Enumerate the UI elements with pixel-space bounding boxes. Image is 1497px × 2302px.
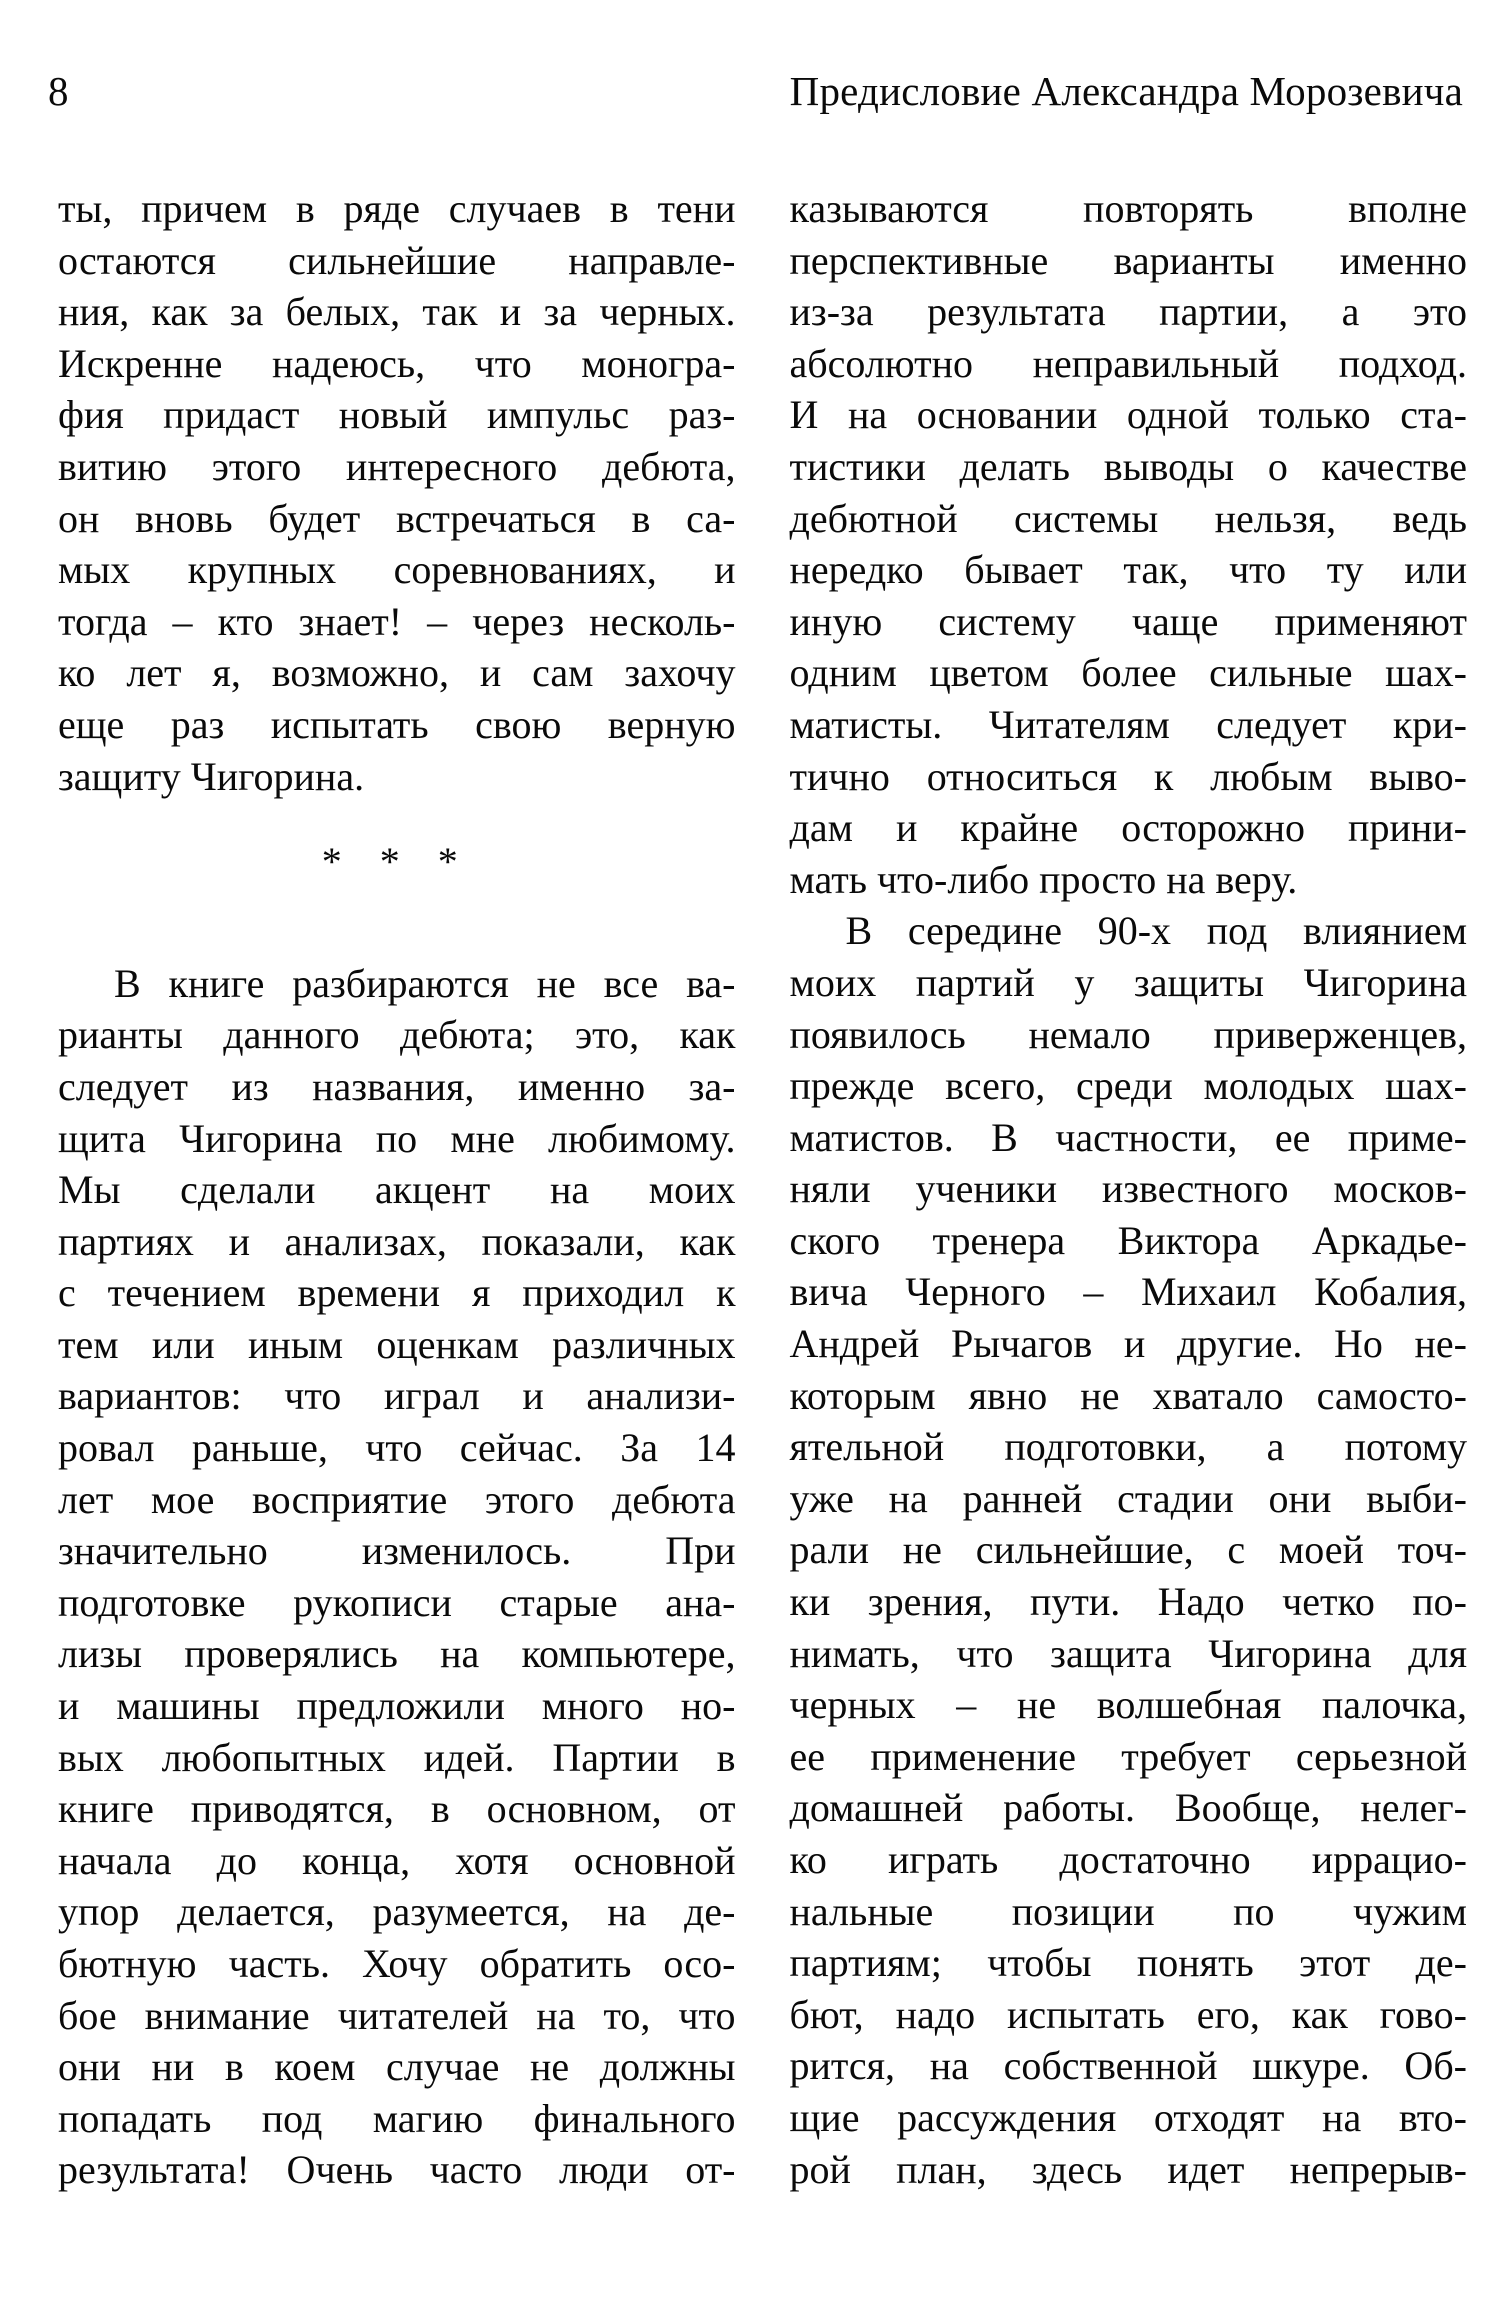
paragraph: [790, 183, 1468, 905]
text-line: нальные позиции по чужим: [789, 1888, 1467, 1934]
text-line: казываются повторять вполне: [789, 186, 1467, 231]
text-line: партиях и анализах, показали, как: [58, 1218, 736, 1264]
text-line: иную систему чаще применяют: [789, 598, 1467, 644]
text-line: вича Черного – Михаил Кобалия,: [789, 1269, 1467, 1315]
text-line: рится, на собственной шкуре. Об-: [789, 2043, 1467, 2089]
page-number: 8: [48, 68, 69, 114]
text-line: ния, как за белых, так и за черных.: [58, 289, 736, 335]
text-line: нередко бывает так, что ту или: [789, 547, 1467, 593]
text-line: лизы проверялись на компьютере,: [58, 1631, 736, 1677]
text-line: бютную часть. Хочу обратить осо-: [58, 1941, 736, 1986]
text-line: ского тренера Виктора Аркадье-: [789, 1217, 1467, 1263]
text-line: с течением времени я приходил к: [58, 1270, 736, 1316]
section-separator: * * *: [321, 839, 472, 885]
text-line: фия придаст новый импульс раз-: [58, 392, 736, 438]
text-line: нимать, что защита Чигорина для: [789, 1630, 1467, 1676]
text-line: няли ученики известного москов-: [789, 1166, 1467, 1212]
text-line: лет мое восприятие этого дебюта: [58, 1476, 736, 1522]
text-line: упор делается, разумеется, на де-: [58, 1889, 736, 1935]
text-line: витию этого интересного дебюта,: [58, 443, 736, 489]
text-line: тистики делать выводы о качестве: [789, 443, 1467, 489]
text-line: Искренне надеюсь, что моногра-: [58, 340, 736, 386]
text-line: и машины предложили много но-: [58, 1683, 736, 1729]
text-line: защиту Чигорина.: [58, 753, 365, 799]
text-line: И на основании одной только ста-: [789, 392, 1467, 438]
text-line: остаются сильнейшие направле-: [58, 237, 736, 283]
text-line: моих партий у защиты Чигорина: [789, 959, 1467, 1005]
text-line: щие рассуждения отходят на вто-: [789, 2094, 1467, 2140]
text-line: ко играть достаточно иррацио-: [789, 1837, 1467, 1882]
text-line: тично относиться к любым выво-: [789, 753, 1467, 799]
text-line: ятельной подготовки, а потому: [789, 1424, 1467, 1470]
text-line: рали не сильнейшие, с моей точ-: [789, 1527, 1467, 1573]
text-line: еще раз испытать свою верную: [58, 701, 736, 747]
right-column: [790, 183, 1468, 2196]
text-line: ки зрения, пути. Надо четко по-: [789, 1579, 1467, 1625]
text-line: Мы сделали акцент на моих: [58, 1167, 736, 1213]
text-line: мых крупных соревнованиях, и: [58, 547, 736, 593]
text-line: он вновь будет встречаться в са-: [58, 495, 736, 541]
paragraph: [58, 183, 736, 802]
text-line: дам и крайне осторожно прини-: [789, 805, 1467, 851]
text-line: рианты данного дебюта; это, как: [58, 1012, 736, 1058]
text-line: они ни в коем случае не должны: [58, 2044, 736, 2090]
text-line: следует из названия, именно за-: [58, 1063, 736, 1109]
text-line: начала до конца, хотя основной: [58, 1837, 736, 1883]
text-line: вых любопытных идей. Партии в: [58, 1734, 736, 1780]
text-line: уже на ранней стадии они выби-: [789, 1475, 1467, 1521]
text-line: бое внимание читателей на то, что: [58, 1992, 736, 2038]
text-line: одним цветом более сильные шах-: [789, 650, 1467, 696]
text-line: В книге разбираются не все ва-: [114, 960, 736, 1006]
paragraph: [790, 905, 1468, 2195]
text-line: книге приводятся, в основном, от: [58, 1786, 736, 1832]
text-line: из-за результата партии, а это: [789, 289, 1467, 335]
text-line: домашней работы. Вообще, нелег-: [789, 1785, 1467, 1831]
text-line: которым явно не хватало самосто-: [789, 1372, 1467, 1418]
text-line: появилось немало приверженцев,: [789, 1011, 1467, 1057]
text-line: В середине 90-х под влиянием: [845, 908, 1467, 954]
text-line: ко лет я, возможно, и сам захочу: [58, 650, 736, 696]
text-line: партиям; чтобы понять этот де-: [789, 1940, 1467, 1986]
paragraph: [58, 958, 736, 2196]
left-column: [58, 183, 736, 2196]
text-line: ее применение требует серьезной: [789, 1733, 1467, 1779]
text-line: черных – не волшебная палочка,: [789, 1682, 1467, 1728]
running-title: Предисловие Александра Морозевича: [789, 68, 1463, 114]
text-line: подготовке рукописи старые ана-: [58, 1579, 736, 1625]
text-columns: [58, 183, 1467, 2196]
text-line: тогда – кто знает! – через несколь-: [58, 598, 736, 644]
text-line: ты, причем в ряде случаев в тени: [58, 186, 736, 231]
text-line: Андрей Рычагов и другие. Но не-: [789, 1321, 1467, 1367]
text-line: рой план, здесь идет непрерыв-: [789, 2146, 1467, 2192]
text-line: вариантов: что играл и анализи-: [58, 1373, 736, 1419]
text-line: попадать под магию финального: [58, 2095, 736, 2141]
text-line: дебютной системы нельзя, ведь: [789, 495, 1467, 541]
text-line: значительно изменилось. При: [58, 1528, 736, 1574]
text-line: перспективные варианты именно: [789, 237, 1467, 283]
text-line: абсолютно неправильный подход.: [789, 340, 1467, 386]
text-line: бют, надо испытать его, как гово-: [789, 1991, 1467, 2037]
text-line: прежде всего, среди молодых шах-: [789, 1063, 1467, 1109]
text-line: ровал раньше, что сейчас. За 14: [58, 1425, 736, 1471]
text-line: матистов. В частности, ее приме-: [789, 1114, 1467, 1160]
text-line: щита Чигорина по мне любимому.: [58, 1115, 736, 1161]
text-line: результата! Очень часто люди от-: [58, 2147, 736, 2193]
text-line: тем или иным оценкам различных: [58, 1321, 736, 1367]
page-header: [48, 66, 1467, 116]
text-line: мать что-либо просто на веру.: [789, 856, 1298, 902]
text-line: матисты. Читателям следует кри-: [789, 701, 1467, 747]
